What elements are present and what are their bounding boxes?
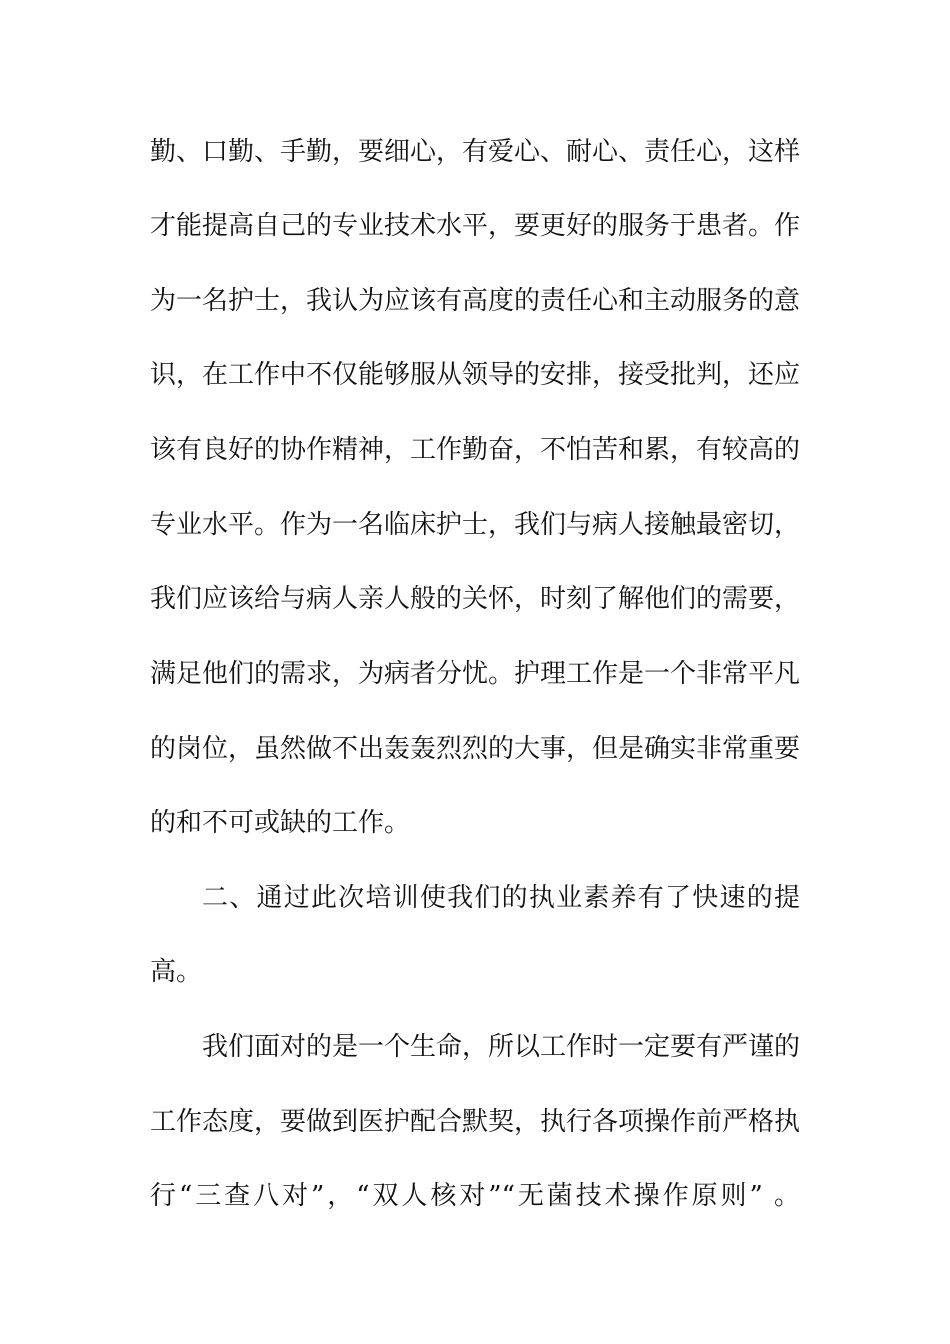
- paragraph-1-line-7: 我们应该给与病人亲人般的关怀，时刻了解他们的需要，: [150, 584, 801, 614]
- paragraph-1-line-5: 该有良好的协作精神，工作勤奋，不怕苦和累，有较高的: [150, 435, 801, 465]
- paragraph-1-line-6: 专业水平。作为一名临床护士，我们与病人接触最密切，: [150, 510, 801, 540]
- paragraph-1-line-1: 勤、口勤、手勤，要细心，有爱心、耐心、责任心，这样: [150, 137, 801, 167]
- heading-2-line-1: 二、通过此次培训使我们的执业素养有了快速的提: [202, 883, 800, 913]
- paragraph-1-line-3: 为一名护士，我认为应该有高度的责任心和主动服务的意: [150, 286, 801, 316]
- paragraph-1-line-8: 满足他们的需求，为病者分忧。护理工作是一个非常平凡: [150, 659, 801, 689]
- paragraph-1-line-4: 识，在工作中不仅能够服从领导的安排，接受批判，还应: [150, 360, 801, 390]
- paragraph-1-line-2: 才能提高自己的专业技术水平，要更好的服务于患者。作: [150, 211, 801, 241]
- paragraph-3-line-3: 行“三查八对”，“双人核对”“无菌技术操作原则” 。: [150, 1181, 800, 1211]
- heading-2-line-2: 高。: [150, 957, 203, 987]
- paragraph-1-line-9: 的岗位，虽然做不出轰轰烈烈的大事，但是确实非常重要: [150, 734, 801, 764]
- paragraph-1-line-10: 的和不可或缺的工作。: [150, 808, 411, 838]
- paragraph-3-line-1: 我们面对的是一个生命，所以工作时一定要有严谨的: [202, 1032, 801, 1062]
- paragraph-3-line-2: 工作态度，要做到医护配合默契，执行各项操作前严格执: [150, 1107, 801, 1137]
